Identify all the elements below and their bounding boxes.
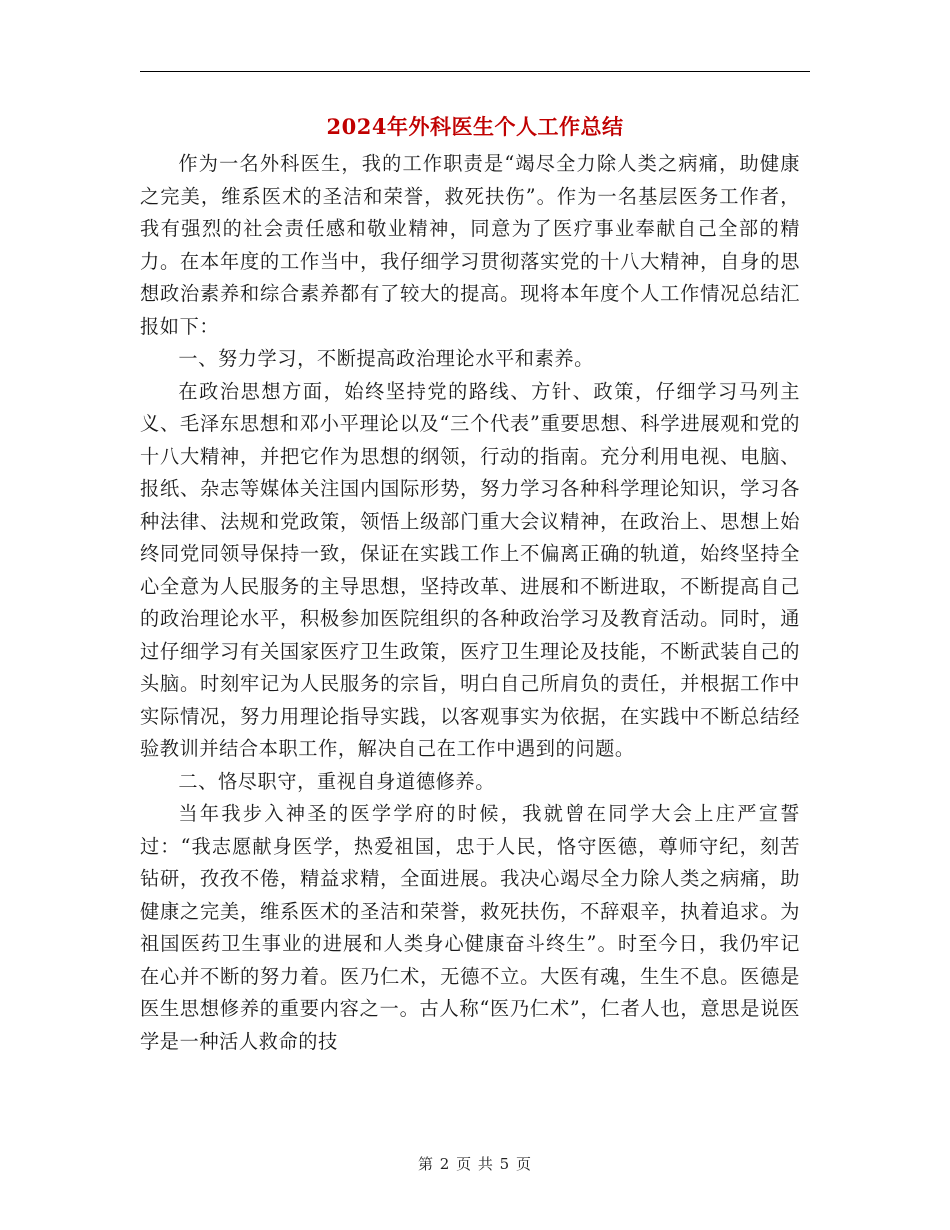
paragraph-section-1: 在政治思想方面，始终坚持党的路线、方针、政策，仔细学习马列主义、毛泽东思想和邓小平理论以及“三个代表”重要思想、科学进展观和党的十八大精神，并把它作为思想的纲领，行动的指南。充分利用电视、电脑、报纸、杂志等媒体关注国内国际形势，努力学习各种科学理论知识，学习各种法律、法规和党政策，领悟上级部门重大会议精神，在政治上、思想上始终同党同领导保持一致，保证在实践工作上不偏离正确的轨道，始终坚持全心全意为人民服务的主导思想，坚持改革、进展和不断进取，不断提高自己的政治理论水平，积极参加医院组织的各种政治学习及教育活动。同时，通过仔细学习有关国家医疗卫生政策，医疗卫生理论及技能，不断武装自己的头脑。时刻牢记为人民服务的宗旨，明白自己所肩负的责任，并根据工作中实际情况，努力用理论指导实践，以客观事实为依据，在实践中不断总结经验教训并结合本职工作，解决自己在工作中遇到的问题。 xyxy=(140,379,800,760)
section-heading-1: 一、努力学习，不断提高政治理论水平和素养。 xyxy=(178,347,594,370)
document-body xyxy=(140,148,800,1058)
header-rule xyxy=(140,71,810,72)
paragraph-section-2: 当年我步入神圣的医学学府的时候，我就曾在同学大会上庄严宣誓过：“我志愿献身医学，热爱祖国，忠于人民，恪守医德，尊师守纪，刻苦钻研，孜孜不倦，精益求精，全面进展。我决心竭尽全力除人类之病痛，助健康之完美，维系医术的圣洁和荣誉，救死扶伤，不辞艰辛，执着追求。为祖国医药卫生事业的进展和人类身心健康奋斗终生”。时至今日，我仍牢记在心并不断的努力着。医乃仁术，无德不立。大医有魂，生生不息。医德是医生思想修养的重要内容之一。古人称“医乃仁术”，仁者人也，意思是说医学是一种活人救命的技 xyxy=(140,802,800,1053)
page-number-label: 第 2 页 共 5 页 xyxy=(418,1155,532,1173)
page-footer xyxy=(0,1152,950,1176)
section-heading-2: 二、恪尽职守，重视自身道德修养。 xyxy=(178,769,495,793)
paragraph-intro: 作为一名外科医生，我的工作职责是“竭尽全力除人类之病痛，助健康之完美，维系医术的圣洁和荣誉，救死扶伤”。作为一名基层医务工作者，我有强烈的社会责任感和敬业精神，同意为了医疗事业奉献自己全部的精力。在本年度的工作当中，我仔细学习贯彻落实党的十八大精神，自身的思想政治素养和综合素养都有了较大的提高。现将本年度个人工作情况总结汇报如下： xyxy=(140,152,800,338)
document-title: 2024年外科医生个人工作总结 xyxy=(326,114,624,139)
